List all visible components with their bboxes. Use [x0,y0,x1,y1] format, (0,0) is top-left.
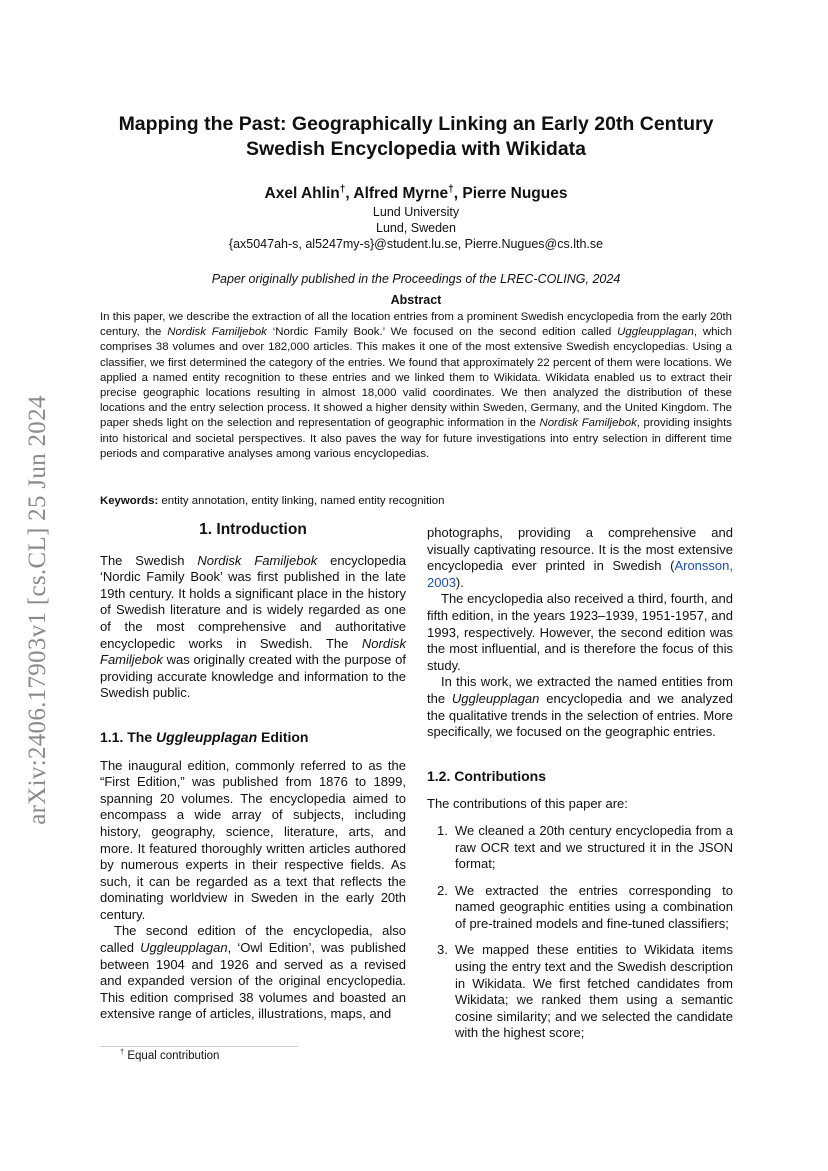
author-emails: {ax5047ah-s, al5247my-s}@student.lu.se, Pierre.Nugues@cs.lth.se [228,237,604,251]
subsection-uggleupplagan-heading [100,729,406,746]
title-line-2: Swedish Encyclopedia with Wikidata [245,138,587,160]
body-text: ). [455,574,464,590]
author-separator: , [345,185,354,202]
body-text: photographs, providing a comprehensive and visually captivating resource. It is the most extensive encyclopedia ever printed in Swedish ( [427,525,733,574]
keywords [100,495,732,507]
author-separator: , [453,185,463,202]
affiliation-line-2: Lund, Sweden [376,221,456,235]
list-text: We cleaned a 20th century encyclopedia from a raw OCR text and we structured it in the JSON format; [455,822,733,872]
footnote-rule [100,1046,298,1047]
arxiv-stamp [18,370,58,850]
footnote-text: Equal contribution [124,1050,220,1062]
list-item [427,883,733,933]
subsection-italic: Uggleupplagan [156,728,258,745]
abstract-text: , which comprises 38 volumes and over 182,000 articles. This makes it one of the most extensive Swedish encyclopedias. Using a classifier, we first determined the category of the entries. We found that approximately 22 percent of them were locations. We applied a named entity recognition to these entries and we linked them to Wikidata. Wikidata enabled us to extract their precise geographic locations resulting in almost 18,000 valid coordinates. We then analyzed the distribution of these locations and the entry selection process. It showed a higher density within Sweden, Germany, and the United Kingdom. The paper sheds light on the selection and representation of geographic information in the [100,326,732,430]
left-column [100,522,406,1023]
author-3: Pierre Nugues [462,185,568,202]
right-column [427,525,733,1042]
title-line-1: Mapping the Past: Geographically Linking an Early 20th Century [118,113,714,135]
body-italic: Nordisk Familjebok [100,635,406,668]
list-text: We mapped these entities to Wikidata items using the entry text and the Swedish description in Wikidata. We first fetched candidates from Wikidata; we ranked them using a semantic cosine similarity; and we selected the candidate with the highest score; [455,942,733,1041]
paper-title [100,112,732,162]
abstract-text: In this paper, we describe the extraction of all the location entries from a prominent Swedish encyclopedia from the early 20th century, the [100,311,732,339]
body-text: The second edition of the encyclopedia, also called [100,923,406,956]
abstract-heading: Abstract [390,293,442,307]
body-text: , ‘Owl Edition’, was published between 1904 and 1926 and served as a revised and expanded version of the original encyclopedia. This edition comprised 38 volumes and boasted an extensive range of articles, illustrations, maps, and [100,940,407,1022]
list-item [427,942,733,1042]
keywords-text: entity annotation, entity linking, named entity recognition [158,495,445,507]
contributions-list [427,823,733,1042]
contributions-intro: The contributions of this paper are: [427,796,628,812]
author-list [100,185,732,203]
section-introduction-heading: 1. Introduction [199,521,307,538]
body-text: was originally created with the purpose of providing accurate knowledge and information to the Swedish public. [100,652,406,701]
subsection-number: 1.1. The [100,728,157,745]
abstract-body [100,310,732,462]
abstract-text: ‘Nordic Family Book.’ We focused on the second edition called [266,326,618,339]
keywords-label: Keywords: [100,495,159,507]
author-1: Axel Ahlin [264,185,340,202]
dagger-mark: † [448,183,454,195]
this-work-paragraph [427,674,733,740]
list-item [427,823,733,873]
second-edition-paragraph [100,923,406,1023]
publication-note: Paper originally published in the Proceedings of the LREC-COLING, 2024 [211,272,621,286]
body-text: The Swedish [100,552,198,568]
footnote [120,1047,220,1062]
first-edition-paragraph: The inaugural edition, commonly referred to as the “First Edition,” was published from 1876 to 1899, spanning 20 volumes. The encyclopedia aimed to encompass a wide array of subjects, including history, geography, science, literature, arts, and more. It featured thoroughly written articles authored by numerous experts in their respective fields. As such, it can be regarded as a text that reflects the dominating worldview in Sweden in the early 20th century. [100,757,406,922]
dagger-mark: † [339,183,346,195]
editions-paragraph: The encyclopedia also received a third, fourth, and fifth edition, in the years 1923–1939, 1951-1957, and 1993, respectively. However, the second edition was the most influential, and is therefore the focus of this study. [427,591,733,673]
affiliation-line-1: Lund University [372,205,460,219]
subsection-title: Edition [257,728,309,745]
list-number: 3. [437,942,448,958]
author-2: Alfred Myrne [353,185,449,202]
continued-paragraph [427,525,733,591]
arxiv-identifier: arXiv:2406.17903v1 [cs.CL] 25 Jun 2024 [24,395,51,825]
list-number: 2. [437,882,448,898]
list-text: We extracted the entries corresponding to named geographic entities using a combination of pre-trained models and fine-tuned classifiers; [455,882,733,931]
body-italic: Uggleupplagan [140,940,228,956]
abstract-italic: Nordisk Familjebok [167,326,267,339]
body-italic: Nordisk Familjebok [197,552,318,568]
footnote-mark: † [120,1047,125,1057]
body-text: In this work, we extracted the named entities from the [427,674,733,706]
intro-paragraph [100,553,406,702]
subsection-contributions-heading: 1.2. Contributions [427,767,546,784]
list-number: 1. [437,822,448,838]
abstract-italic: Nordisk Familjebok [539,417,637,430]
body-text: encyclopedia and we analyzed the qualitative trends in the selection of entries. More specifically, we focused on the geographic entries. [427,690,733,740]
abstract-text: , providing insights into historical and societal perspectives. It also paves the way for future investigations into entry selection in different time periods and comparative analyses among various encyclopedias. [100,417,733,460]
abstract-italic: Uggleupplagan [617,326,694,339]
body-text: encyclopedia ‘Nordic Family Book’ was first published in the late 19th century. It holds a significant place in the history of Swedish literature and is widely regarded as one of the most comprehensive and authoritative encyclopedic works in Swedish. The [100,552,406,651]
citation-link[interactable]: Aronsson, 2003 [427,558,733,590]
body-italic: Uggleupplagan [451,690,540,706]
